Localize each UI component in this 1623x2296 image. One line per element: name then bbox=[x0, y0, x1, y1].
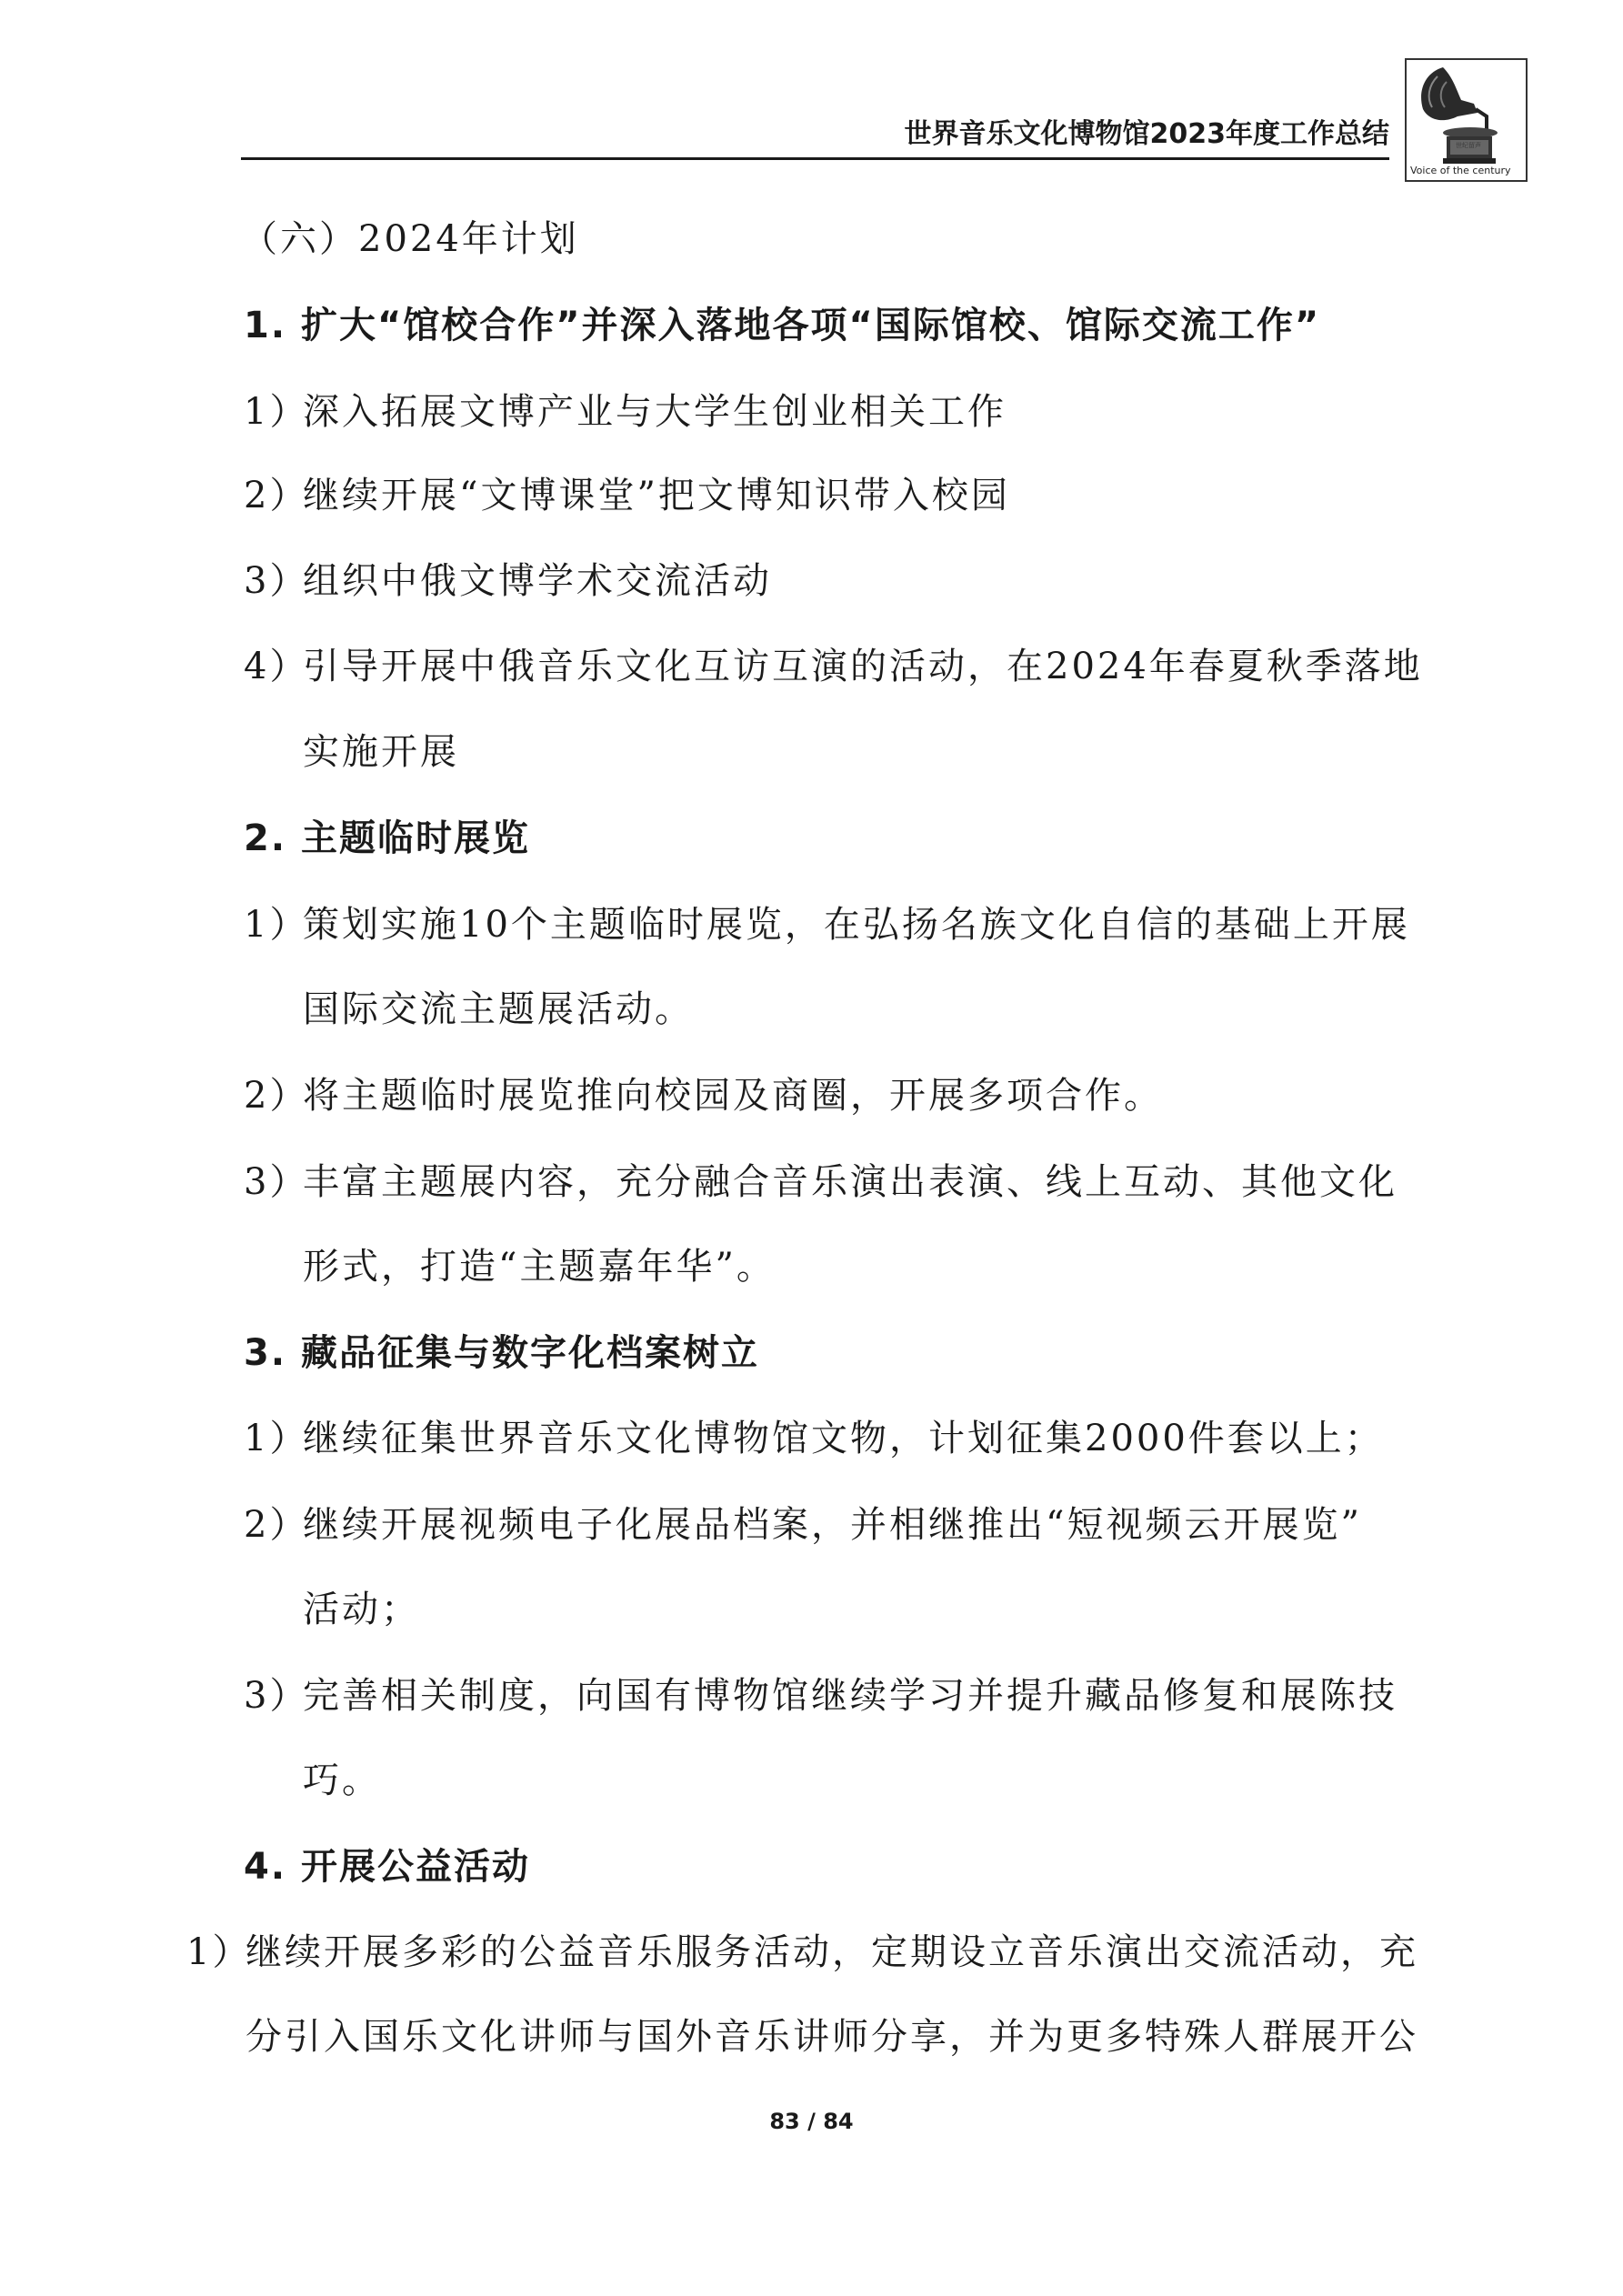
item-text: 扩大“馆校合作”并深入落地各项“国际馆校、馆际交流工作” bbox=[300, 305, 1321, 346]
list-item bbox=[244, 1159, 1398, 1205]
list-item-continuation: 活动； bbox=[303, 1589, 420, 1630]
item-marker: 1. bbox=[244, 305, 287, 346]
list-item bbox=[186, 1930, 1418, 1975]
item-text: 丰富主题展内容，充分融合音乐演出表演、线上互动、其他文化 bbox=[303, 1161, 1398, 1203]
item-marker: 3） bbox=[244, 1675, 309, 1717]
running-header-title: 世界音乐文化博物馆2023年度工作总结 bbox=[904, 118, 1389, 150]
item-marker: 3. bbox=[244, 1332, 287, 1374]
logo-caption: Voice of the century bbox=[1410, 165, 1511, 176]
list-item bbox=[244, 1844, 530, 1890]
gramophone-icon bbox=[1407, 60, 1528, 182]
section-heading: （六）2024年计划 bbox=[241, 218, 579, 260]
list-item bbox=[244, 1416, 1384, 1461]
list-item-continuation: 巧。 bbox=[303, 1760, 381, 1801]
item-text: 深入拓展文博产业与大学生创业相关工作 bbox=[303, 391, 1007, 433]
gramophone-logo bbox=[1405, 58, 1528, 182]
item-text: 继续开展“文博课堂”把文博知识带入校园 bbox=[303, 475, 1010, 516]
item-text: 开展公益活动 bbox=[300, 1846, 530, 1888]
item-text: 引导开展中俄音乐文化互访互演的活动，在2024年春夏秋季落地 bbox=[303, 646, 1423, 687]
list-item-continuation: 形式，打造“主题嘉年华”。 bbox=[303, 1246, 776, 1288]
item-marker: 3） bbox=[244, 1161, 309, 1203]
list-item bbox=[244, 902, 1410, 947]
item-marker: 4） bbox=[244, 646, 309, 687]
item-text: 策划实施10个主题临时展览，在弘扬名族文化自信的基础上开展 bbox=[303, 904, 1410, 946]
list-item bbox=[244, 1673, 1398, 1719]
list-item bbox=[244, 1073, 1163, 1118]
list-item bbox=[244, 644, 1423, 689]
list-item bbox=[244, 303, 1320, 348]
item-marker: 2. bbox=[244, 817, 287, 859]
item-marker: 1） bbox=[244, 391, 309, 433]
list-item bbox=[244, 389, 1007, 435]
list-item bbox=[244, 1330, 759, 1376]
item-text: 继续开展视频电子化展品档案，并相继推出“短视频云开展览” bbox=[303, 1504, 1362, 1546]
logo-plaque-text: 世纪留声 bbox=[1456, 142, 1481, 149]
item-marker: 2） bbox=[244, 475, 309, 516]
item-marker: 1） bbox=[244, 1418, 309, 1459]
list-item bbox=[244, 473, 1010, 518]
item-marker: 3） bbox=[244, 560, 309, 602]
item-marker: 2） bbox=[244, 1075, 309, 1117]
list-item bbox=[244, 1502, 1362, 1548]
list-item bbox=[244, 816, 530, 861]
item-marker: 2） bbox=[244, 1504, 309, 1546]
item-text: 将主题临时展览推向校园及商圈，开展多项合作。 bbox=[303, 1075, 1163, 1117]
list-item-continuation: 国际交流主题展活动。 bbox=[303, 988, 694, 1030]
item-text: 藏品征集与数字化档案树立 bbox=[300, 1332, 759, 1374]
item-text: 完善相关制度，向国有博物馆继续学习并提升藏品修复和展陈技 bbox=[303, 1675, 1398, 1717]
item-text: 继续征集世界音乐文化博物馆文物，计划征集2000件套以上； bbox=[303, 1418, 1384, 1459]
page-number: 83 / 84 bbox=[769, 2109, 854, 2134]
item-text: 主题临时展览 bbox=[300, 817, 530, 859]
item-text: 继续开展多彩的公益音乐服务活动，定期设立音乐演出交流活动，充 bbox=[245, 1931, 1418, 1973]
list-item bbox=[244, 558, 772, 604]
list-item-continuation: 实施开展 bbox=[303, 731, 459, 773]
item-marker: 4. bbox=[244, 1846, 287, 1888]
item-marker: 1） bbox=[186, 1931, 252, 1973]
header-rule bbox=[241, 157, 1389, 160]
item-marker: 1） bbox=[244, 904, 309, 946]
item-text: 组织中俄文博学术交流活动 bbox=[303, 560, 772, 602]
list-item-continuation: 分引入国乐文化讲师与国外音乐讲师分享，并为更多特殊人群展开公 bbox=[245, 2016, 1418, 2058]
